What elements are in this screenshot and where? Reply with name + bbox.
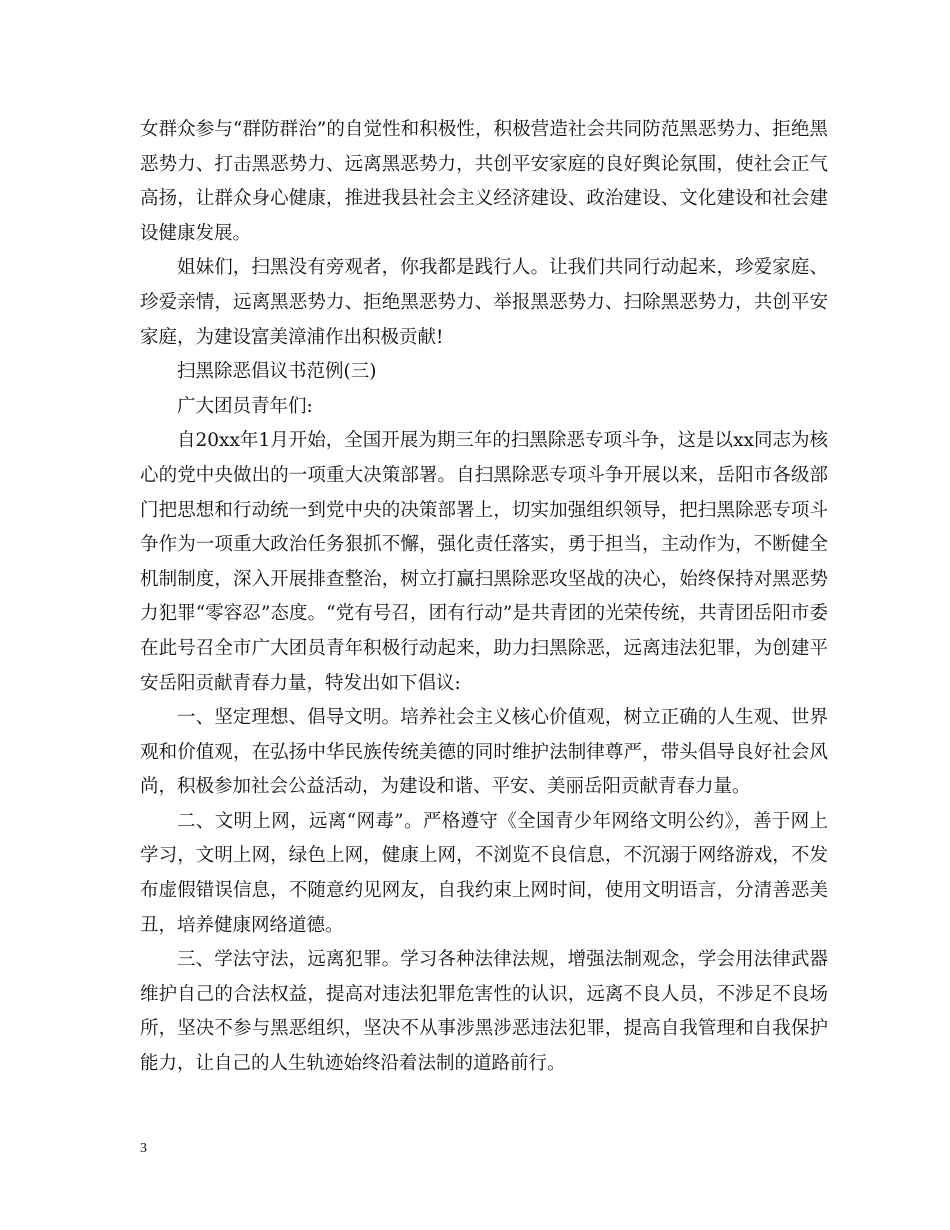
paragraph-2: 姐妹们，扫黑没有旁观者，你我都是践行人。让我们共同行动起来，珍爱家庭、珍爱亲情，远离黑恶势力、拒绝黑恶势力、举报黑恶势力、扫除黑恶势力，共创平安家庭，为建设富美漳浦作出积极贡献! xyxy=(140,257,828,348)
document-body xyxy=(140,113,828,1082)
salutation: 广大团员青年们: xyxy=(177,395,313,417)
paragraph-1: 女群众参与“群防群治”的自觉性和积极性，积极营造社会共同防范黑恶势力、拒绝黑恶势力、打击黑恶势力、远离黑恶势力，共创平安家庭的良好舆论氛围，使社会正气高扬，让群众身心健康，推进我县社会主义经济建设、政治建设、文化建设和社会建设健康发展。 xyxy=(140,119,828,244)
paragraph-intro: 自20xx年1月开始，全国开展为期三年的扫黑除恶专项斗争，这是以xx同志为核心的党中央做出的一项重大决策部署。自扫黑除恶专项斗争开展以来，岳阳市各级部门把思想和行动统一到党中央的决策部署上，切实加强组织领导，把扫黑除恶专项斗争作为一项重大政治任务狠抓不懈，强化责任落实，勇于担当，主动作为，不断健全机制制度，深入开展排查整治，树立打赢扫黑除恶攻坚战的决心，始终保持对黑恶势力犯罪“零容忍”态度。“党有号召，团有行动”是共青团的光荣传统，共青团岳阳市委在此号召全市广大团员青年积极行动起来，助力扫黑除恶，远离违法犯罪，为创建平安岳阳贡献青春力量，特发出如下倡议: xyxy=(140,430,828,694)
paragraph-point-3: 三、学法守法，远离犯罪。学习各种法律法规，增强法制观念，学会用法律武器维护自己的合法权益，提高对违法犯罪危害性的认识，远离不良人员，不涉足不良场所，坚决不参与黑恶组织，坚决不从事涉黑涉恶违法犯罪，提高自我管理和自我保护能力，让自己的人生轨迹始终沿着法制的道路前行。 xyxy=(140,949,828,1075)
paragraph-point-1: 一、坚定理想、倡导文明。培养社会主义核心价值观，树立正确的人生观、世界观和价值观，在弘扬中华民族传统美德的同时维护法制律尊严，带头倡导良好社会风尚，积极参加社会公益活动，为建设和谐、平安、美丽岳阳贡献青春力量。 xyxy=(140,707,828,798)
paragraph-point-2: 二、文明上网，远离“网毒”。严格遵守《全国青少年网络文明公约》，善于网上学习，文明上网，绿色上网，健康上网，不浏览不良信息，不沉溺于网络游戏，不发布虚假错误信息，不随意约见网友，自我约束上网时间，使用文明语言，分清善恶美丑，培养健康网络道德。 xyxy=(140,810,828,936)
section-heading: 扫黑除恶倡议书范例(三) xyxy=(177,361,377,383)
page-number: 3 xyxy=(140,1141,147,1156)
